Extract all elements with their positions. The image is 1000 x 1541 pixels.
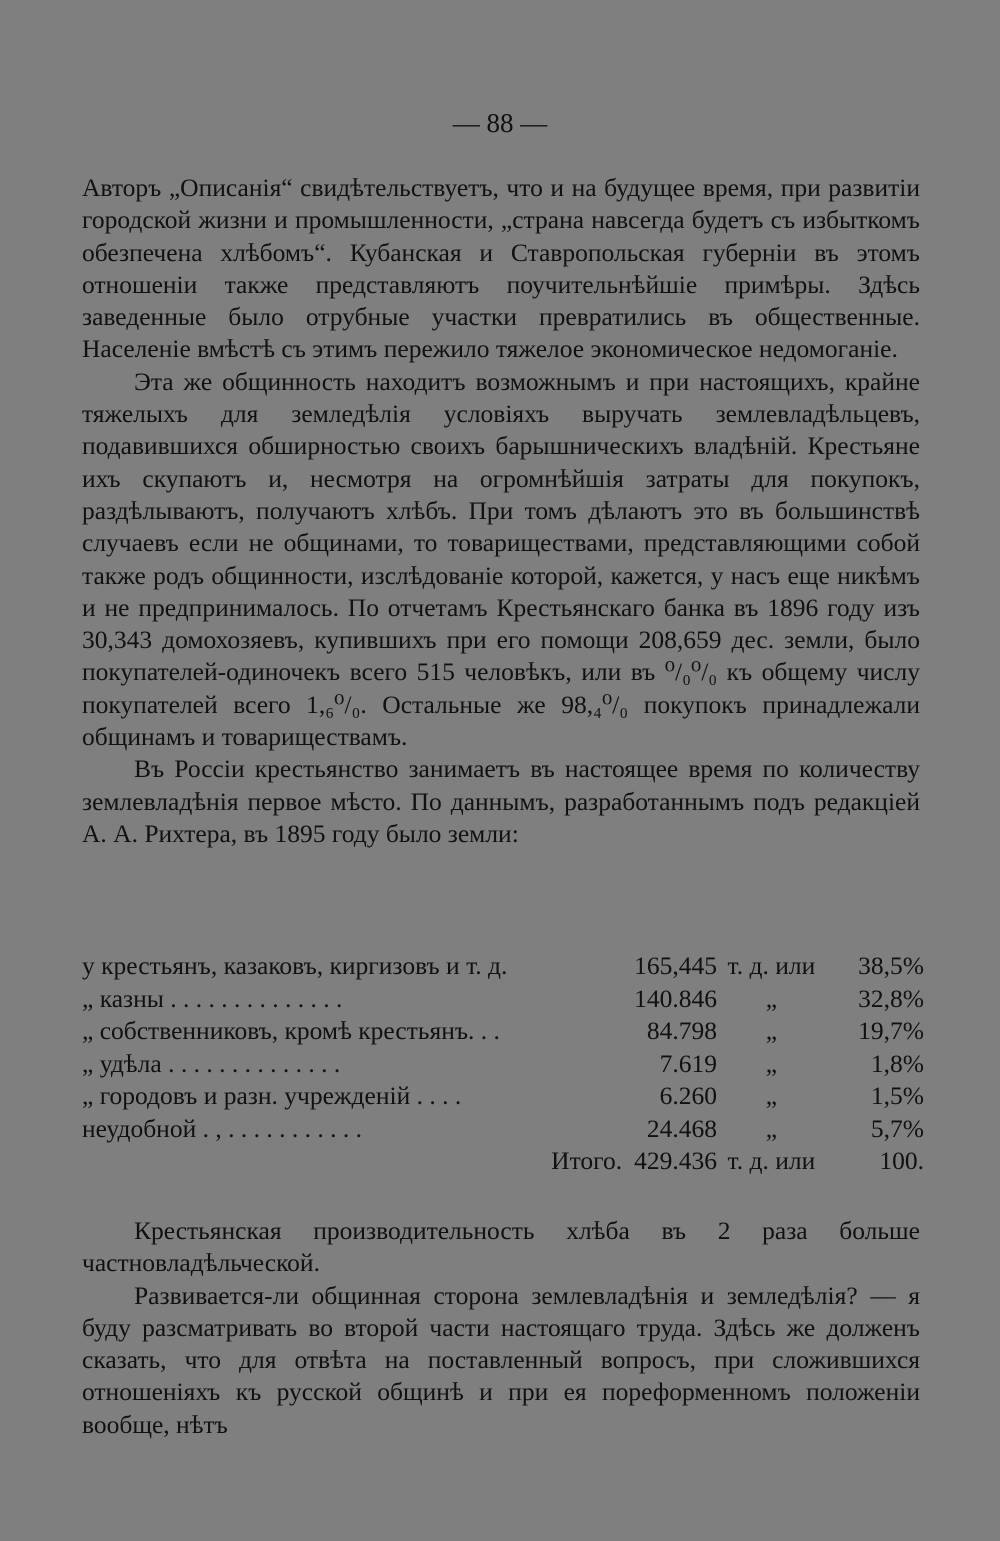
row-unit: т. д. или [727, 951, 816, 981]
row-label: „ собственниковъ, кромѣ крестьянъ. . . [82, 1016, 500, 1046]
total-percent: 100. [879, 1146, 924, 1176]
row-percent: 32,8% [858, 983, 924, 1013]
table-row [82, 1113, 924, 1146]
table-row [82, 1015, 924, 1048]
row-unit: „ [765, 1016, 778, 1046]
page-number: — 88 — [452, 108, 548, 138]
paragraph: Эта же общинность находитъ возможнымъ и при настоящихъ, крайне тяжелыхъ для земледѣлія условіяхъ выручать землевладѣльцевъ, подавившихся обширностью своихъ барышническихъ владѣній. Крестьяне ихъ скупаютъ и, несмотря на огромнѣйшія затраты для покупокъ, раздѣлываютъ, получаютъ хлѣбъ. При томъ дѣлаютъ это въ большинствѣ случаевъ если не общинами, то товариществами, представляющими собой также родъ общинности, изслѣдованіе которой, кажется, у насъ еще никѣмъ и не предпринималось. По отчетамъ Крестьянскаго банка въ 1896 году изъ 30,343 домохозяевъ, купившихъ при его помощи 208,659 дес. земли, было покупателей-одиночекъ всего 515 человѣкъ, или въ ⁰/₀⁰/₀ къ общему числу покупателей всего 1,₆⁰/₀. Остальные же 98,₄⁰/₀ покупокъ принадлежали общинамъ и товариществамъ. [82, 366, 920, 752]
row-unit: „ [765, 1048, 778, 1078]
total-label: Итого. [551, 1146, 623, 1176]
row-value: 84.798 [646, 1016, 717, 1046]
text-block-bottom [82, 1215, 920, 1441]
row-value: 6.260 [659, 1081, 717, 1111]
row-label: неудобной . , . . . . . . . . . . . [82, 1113, 362, 1143]
total-value: 429.436 [634, 1146, 717, 1176]
row-percent: 1,8% [870, 1048, 924, 1078]
total-unit: т. д. или [727, 1146, 816, 1176]
row-value: 165,445 [634, 951, 717, 981]
row-label: „ городовъ и разн. учрежденій . . . . [82, 1081, 462, 1111]
text-block-top [82, 172, 920, 850]
table-row [82, 983, 924, 1016]
table-row [82, 1080, 924, 1113]
row-percent: 1,5% [870, 1081, 924, 1111]
row-percent: 19,7% [858, 1016, 924, 1046]
row-unit: „ [765, 1113, 778, 1143]
row-unit: „ [765, 1081, 778, 1111]
row-label: „ удѣла . . . . . . . . . . . . . . [82, 1048, 341, 1078]
row-label: у крестьянъ, казаковъ, киргизовъ и т. д. [82, 951, 508, 981]
paragraph: Крестьянская производительность хлѣба въ 2 раза больше частновладѣльческой. [82, 1216, 920, 1278]
row-value: 24.468 [646, 1113, 717, 1143]
table-row [82, 950, 924, 983]
paragraph: Въ Россіи крестьянство занимаетъ въ настоящее время по количеству землевладѣнія первое мѣсто. По даннымъ, разработаннымъ подъ редакціей А. А. Рихтера, въ 1895 году было земли: [82, 754, 920, 848]
table-row [82, 1048, 924, 1081]
row-value: 140.846 [634, 983, 717, 1013]
row-value: 7.619 [659, 1048, 717, 1078]
row-label: „ казны . . . . . . . . . . . . . . [82, 983, 343, 1013]
row-percent: 5,7% [870, 1113, 924, 1143]
paragraph: Авторъ „Описанія“ свидѣтельствуетъ, что и на будущее время, при развитіи городской жизни и промышленности, „страна навсегда будетъ съ избыткомъ обезпечена хлѣбомъ“. Кубанская и Ставропольская губерніи въ этомъ отношеніи также представляютъ поучительнѣйшіе примѣры. Здѣсь заведенные было отрубные участки превратились въ общественные. Населеніе вмѣстѣ съ этимъ пережило тяжелое экономическое недомоганіе. [82, 173, 920, 364]
row-percent: 38,5% [858, 951, 924, 981]
table-total-row [82, 1145, 924, 1178]
land-ownership-table [82, 950, 924, 1178]
paragraph: Развивается-ли общинная сторона землевладѣнія и земледѣлія? — я буду разсматривать во второй части настоящаго труда. Здѣсь же долженъ сказать, что для отвѣта на поставленный вопросъ, при сложившихся отношеніяхъ къ русской общинѣ и при ея пореформенномъ положеніи вообще, нѣтъ [82, 1280, 920, 1439]
row-unit: „ [765, 983, 778, 1013]
